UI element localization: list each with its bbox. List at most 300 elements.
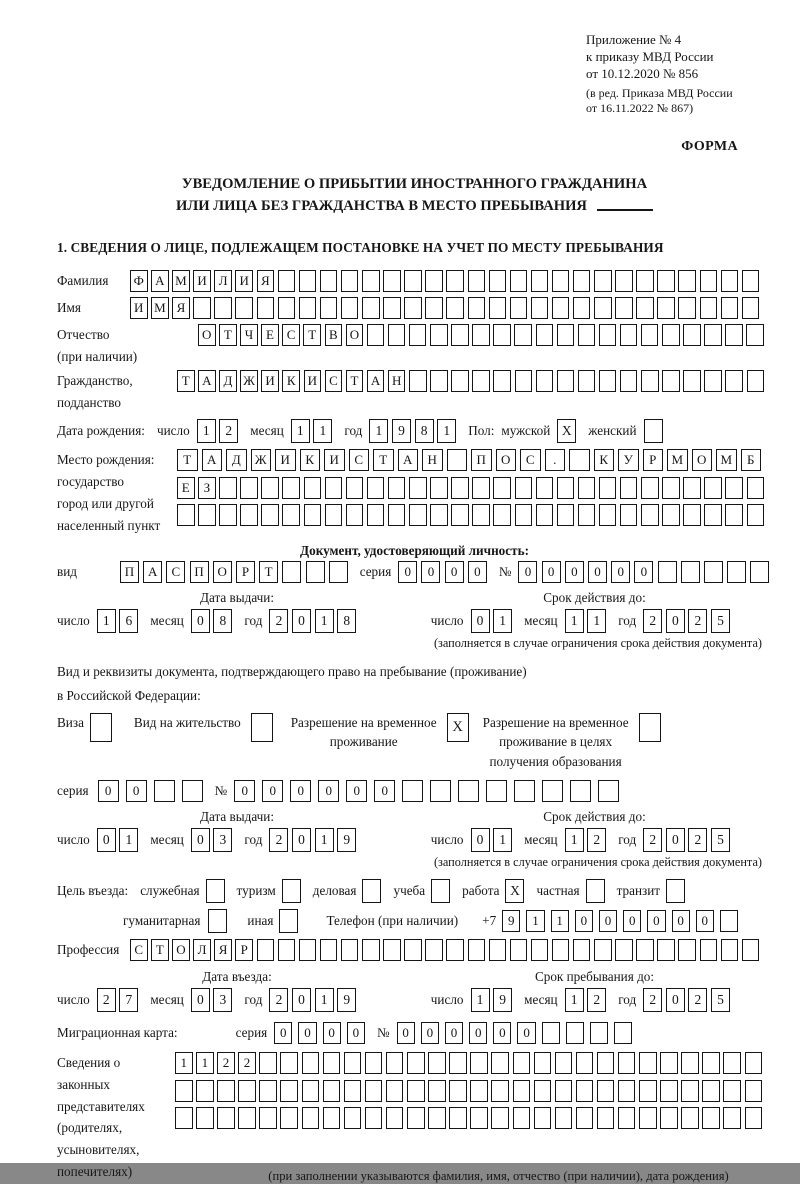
char-cell[interactable]: 5 xyxy=(711,828,730,852)
char-cell[interactable] xyxy=(704,561,723,583)
char-cell[interactable] xyxy=(278,939,296,961)
char-cell[interactable]: 8 xyxy=(415,419,434,443)
char-cell[interactable] xyxy=(407,1080,425,1102)
char-cell[interactable]: 0 xyxy=(666,828,685,852)
char-cell[interactable] xyxy=(725,504,743,526)
char-cell[interactable] xyxy=(513,1052,531,1074)
char-cell[interactable] xyxy=(214,297,232,319)
char-cell[interactable] xyxy=(615,297,633,319)
char-cell[interactable] xyxy=(428,1107,446,1129)
char-cell[interactable]: 0 xyxy=(542,561,561,583)
char-cell[interactable]: 0 xyxy=(634,561,653,583)
char-cell[interactable] xyxy=(681,561,700,583)
char-cell[interactable] xyxy=(446,270,464,292)
char-cell[interactable]: 9 xyxy=(392,419,411,443)
char-cell[interactable]: 0 xyxy=(421,1022,439,1044)
char-cell[interactable] xyxy=(320,297,338,319)
char-cell[interactable] xyxy=(599,370,617,392)
char-cell[interactable] xyxy=(542,1022,560,1044)
char-cell[interactable]: А xyxy=(202,449,223,471)
char-cell[interactable] xyxy=(620,477,638,499)
char-cell[interactable]: 0 xyxy=(290,780,311,802)
char-cell[interactable] xyxy=(388,324,406,346)
char-cell[interactable]: 0 xyxy=(445,1022,463,1044)
char-cell[interactable]: Л xyxy=(193,939,211,961)
char-cell[interactable]: 2 xyxy=(217,1052,235,1074)
char-cell[interactable] xyxy=(468,270,486,292)
char-cell[interactable]: 0 xyxy=(397,1022,415,1044)
char-cell[interactable] xyxy=(578,370,596,392)
char-cell[interactable] xyxy=(702,1107,720,1129)
char-cell[interactable] xyxy=(470,1107,488,1129)
char-cell[interactable] xyxy=(702,1052,720,1074)
char-cell[interactable] xyxy=(599,477,617,499)
char-cell[interactable] xyxy=(700,939,718,961)
char-cell[interactable]: 1 xyxy=(369,419,388,443)
char-cell[interactable] xyxy=(299,939,317,961)
char-cell[interactable]: И xyxy=(261,370,279,392)
char-cell[interactable] xyxy=(657,270,675,292)
char-cell[interactable] xyxy=(430,324,448,346)
char-cell[interactable]: X xyxy=(447,713,469,742)
char-cell[interactable] xyxy=(557,477,575,499)
char-cell[interactable] xyxy=(302,1107,320,1129)
char-cell[interactable]: А xyxy=(143,561,162,583)
char-cell[interactable]: 0 xyxy=(292,609,311,633)
char-cell[interactable] xyxy=(534,1107,552,1129)
char-cell[interactable] xyxy=(409,477,427,499)
char-cell[interactable] xyxy=(552,297,570,319)
char-cell[interactable]: 1 xyxy=(587,609,606,633)
char-cell[interactable]: Б xyxy=(741,449,762,471)
char-cell[interactable] xyxy=(557,504,575,526)
char-cell[interactable] xyxy=(594,939,612,961)
char-cell[interactable] xyxy=(576,1080,594,1102)
char-cell[interactable] xyxy=(90,713,112,742)
char-cell[interactable]: И xyxy=(275,449,296,471)
char-cell[interactable]: 0 xyxy=(323,1022,341,1044)
char-cell[interactable] xyxy=(666,879,685,903)
char-cell[interactable] xyxy=(555,1052,573,1074)
char-cell[interactable] xyxy=(238,1107,256,1129)
char-cell[interactable]: 2 xyxy=(643,828,662,852)
char-cell[interactable] xyxy=(745,1080,763,1102)
char-cell[interactable] xyxy=(431,879,450,903)
char-cell[interactable] xyxy=(402,780,423,802)
char-cell[interactable]: И xyxy=(130,297,148,319)
char-cell[interactable]: 1 xyxy=(197,419,216,443)
char-cell[interactable] xyxy=(678,270,696,292)
char-cell[interactable] xyxy=(536,477,554,499)
char-cell[interactable] xyxy=(341,270,359,292)
char-cell[interactable] xyxy=(573,297,591,319)
char-cell[interactable] xyxy=(681,1052,699,1074)
char-cell[interactable]: 1 xyxy=(493,828,512,852)
char-cell[interactable]: 2 xyxy=(587,988,606,1012)
char-cell[interactable] xyxy=(491,1080,509,1102)
char-cell[interactable] xyxy=(362,270,380,292)
char-cell[interactable]: 9 xyxy=(337,988,356,1012)
char-cell[interactable] xyxy=(304,504,322,526)
char-cell[interactable]: 2 xyxy=(269,609,288,633)
char-cell[interactable] xyxy=(662,324,680,346)
char-cell[interactable] xyxy=(531,939,549,961)
char-cell[interactable]: 1 xyxy=(526,910,544,932)
char-cell[interactable]: 0 xyxy=(374,780,395,802)
char-cell[interactable] xyxy=(704,370,722,392)
char-cell[interactable] xyxy=(742,297,760,319)
char-cell[interactable]: 1 xyxy=(97,609,116,633)
char-cell[interactable] xyxy=(251,713,273,742)
char-cell[interactable] xyxy=(177,504,195,526)
char-cell[interactable]: 1 xyxy=(196,1052,214,1074)
char-cell[interactable] xyxy=(344,1107,362,1129)
char-cell[interactable] xyxy=(344,1052,362,1074)
char-cell[interactable] xyxy=(458,780,479,802)
char-cell[interactable] xyxy=(493,504,511,526)
char-cell[interactable]: 0 xyxy=(262,780,283,802)
char-cell[interactable] xyxy=(198,504,216,526)
char-cell[interactable]: 1 xyxy=(119,828,138,852)
char-cell[interactable] xyxy=(447,449,468,471)
char-cell[interactable] xyxy=(597,1080,615,1102)
char-cell[interactable]: 0 xyxy=(191,988,210,1012)
char-cell[interactable]: 2 xyxy=(688,828,707,852)
char-cell[interactable] xyxy=(681,1107,699,1129)
purpose-transit-checkbox[interactable] xyxy=(666,879,685,903)
char-cell[interactable]: Т xyxy=(177,370,195,392)
char-cell[interactable]: О xyxy=(346,324,364,346)
char-cell[interactable]: И xyxy=(193,270,211,292)
char-cell[interactable] xyxy=(193,297,211,319)
char-cell[interactable] xyxy=(472,477,490,499)
char-cell[interactable] xyxy=(238,1080,256,1102)
char-cell[interactable]: 0 xyxy=(599,910,617,932)
char-cell[interactable]: Ч xyxy=(240,324,258,346)
char-cell[interactable] xyxy=(196,1080,214,1102)
char-cell[interactable]: А xyxy=(151,270,169,292)
purpose-commercial-checkbox[interactable] xyxy=(362,879,381,903)
char-cell[interactable] xyxy=(489,297,507,319)
char-cell[interactable]: О xyxy=(496,449,517,471)
char-cell[interactable]: Е xyxy=(177,477,195,499)
char-cell[interactable] xyxy=(515,504,533,526)
char-cell[interactable] xyxy=(620,504,638,526)
char-cell[interactable]: 0 xyxy=(421,561,440,583)
char-cell[interactable]: 0 xyxy=(696,910,714,932)
char-cell[interactable]: 9 xyxy=(502,910,520,932)
char-cell[interactable] xyxy=(641,370,659,392)
char-cell[interactable]: Т xyxy=(259,561,278,583)
char-cell[interactable] xyxy=(404,297,422,319)
char-cell[interactable] xyxy=(639,713,661,742)
char-cell[interactable]: 0 xyxy=(346,780,367,802)
char-cell[interactable]: 6 xyxy=(119,609,138,633)
char-cell[interactable] xyxy=(196,1107,214,1129)
char-cell[interactable]: М xyxy=(716,449,737,471)
char-cell[interactable]: И xyxy=(324,449,345,471)
char-cell[interactable] xyxy=(704,477,722,499)
char-cell[interactable] xyxy=(323,1107,341,1129)
char-cell[interactable]: 0 xyxy=(647,910,665,932)
char-cell[interactable] xyxy=(615,270,633,292)
char-cell[interactable]: 2 xyxy=(688,609,707,633)
char-cell[interactable]: 0 xyxy=(493,1022,511,1044)
char-cell[interactable] xyxy=(542,780,563,802)
char-cell[interactable]: 0 xyxy=(471,828,490,852)
char-cell[interactable] xyxy=(513,1107,531,1129)
char-cell[interactable] xyxy=(552,939,570,961)
char-cell[interactable]: 0 xyxy=(292,828,311,852)
char-cell[interactable] xyxy=(409,504,427,526)
char-cell[interactable] xyxy=(683,504,701,526)
char-cell[interactable]: 3 xyxy=(213,988,232,1012)
char-cell[interactable] xyxy=(386,1080,404,1102)
char-cell[interactable] xyxy=(206,879,225,903)
char-cell[interactable] xyxy=(302,1052,320,1074)
char-cell[interactable] xyxy=(555,1107,573,1129)
char-cell[interactable] xyxy=(388,477,406,499)
char-cell[interactable]: 8 xyxy=(213,609,232,633)
char-cell[interactable] xyxy=(639,1107,657,1129)
char-cell[interactable] xyxy=(257,297,275,319)
char-cell[interactable]: 0 xyxy=(126,780,147,802)
char-cell[interactable] xyxy=(657,297,675,319)
char-cell[interactable] xyxy=(449,1107,467,1129)
char-cell[interactable]: Ж xyxy=(251,449,272,471)
char-cell[interactable] xyxy=(493,477,511,499)
char-cell[interactable] xyxy=(721,939,739,961)
char-cell[interactable] xyxy=(555,1080,573,1102)
char-cell[interactable]: О xyxy=(172,939,190,961)
char-cell[interactable] xyxy=(362,939,380,961)
char-cell[interactable]: С xyxy=(166,561,185,583)
char-cell[interactable] xyxy=(280,1052,298,1074)
char-cell[interactable] xyxy=(618,1052,636,1074)
char-cell[interactable] xyxy=(721,270,739,292)
sex-female-checkbox[interactable] xyxy=(644,419,663,443)
char-cell[interactable] xyxy=(578,477,596,499)
char-cell[interactable] xyxy=(446,939,464,961)
char-cell[interactable] xyxy=(531,270,549,292)
char-cell[interactable] xyxy=(536,370,554,392)
visa-checkbox[interactable] xyxy=(90,713,112,742)
char-cell[interactable] xyxy=(235,297,253,319)
char-cell[interactable] xyxy=(597,1107,615,1129)
char-cell[interactable] xyxy=(590,1022,608,1044)
char-cell[interactable]: 2 xyxy=(587,828,606,852)
char-cell[interactable] xyxy=(325,477,343,499)
char-cell[interactable] xyxy=(700,297,718,319)
char-cell[interactable] xyxy=(566,1022,584,1044)
char-cell[interactable]: X xyxy=(505,879,524,903)
char-cell[interactable] xyxy=(620,324,638,346)
char-cell[interactable] xyxy=(362,297,380,319)
char-cell[interactable] xyxy=(367,324,385,346)
char-cell[interactable] xyxy=(278,270,296,292)
char-cell[interactable] xyxy=(430,780,451,802)
char-cell[interactable] xyxy=(510,297,528,319)
char-cell[interactable]: 0 xyxy=(575,910,593,932)
char-cell[interactable] xyxy=(641,504,659,526)
char-cell[interactable]: И xyxy=(304,370,322,392)
char-cell[interactable]: З xyxy=(198,477,216,499)
char-cell[interactable] xyxy=(594,270,612,292)
char-cell[interactable] xyxy=(182,780,203,802)
char-cell[interactable] xyxy=(470,1052,488,1074)
char-cell[interactable]: А xyxy=(398,449,419,471)
temp-residence-edu-checkbox[interactable] xyxy=(639,713,661,742)
char-cell[interactable] xyxy=(727,561,746,583)
purpose-tourism-checkbox[interactable] xyxy=(282,879,301,903)
char-cell[interactable]: 0 xyxy=(318,780,339,802)
char-cell[interactable] xyxy=(725,370,743,392)
char-cell[interactable] xyxy=(425,270,443,292)
char-cell[interactable] xyxy=(534,1052,552,1074)
char-cell[interactable] xyxy=(449,1052,467,1074)
char-cell[interactable] xyxy=(618,1107,636,1129)
char-cell[interactable] xyxy=(534,1080,552,1102)
char-cell[interactable]: Ф xyxy=(130,270,148,292)
char-cell[interactable]: 0 xyxy=(468,561,487,583)
char-cell[interactable]: С xyxy=(520,449,541,471)
char-cell[interactable]: О xyxy=(692,449,713,471)
char-cell[interactable] xyxy=(536,324,554,346)
char-cell[interactable]: П xyxy=(471,449,492,471)
char-cell[interactable] xyxy=(678,297,696,319)
char-cell[interactable] xyxy=(280,1107,298,1129)
char-cell[interactable] xyxy=(320,939,338,961)
char-cell[interactable] xyxy=(636,297,654,319)
char-cell[interactable] xyxy=(407,1107,425,1129)
char-cell[interactable] xyxy=(323,1052,341,1074)
char-cell[interactable] xyxy=(386,1052,404,1074)
char-cell[interactable] xyxy=(388,504,406,526)
char-cell[interactable] xyxy=(386,1107,404,1129)
char-cell[interactable]: 0 xyxy=(347,1022,365,1044)
char-cell[interactable] xyxy=(259,1052,277,1074)
char-cell[interactable]: Ж xyxy=(240,370,258,392)
char-cell[interactable] xyxy=(598,780,619,802)
char-cell[interactable] xyxy=(259,1080,277,1102)
char-cell[interactable] xyxy=(175,1107,193,1129)
char-cell[interactable]: 0 xyxy=(191,828,210,852)
char-cell[interactable]: X xyxy=(557,419,576,443)
char-cell[interactable] xyxy=(750,561,769,583)
char-cell[interactable] xyxy=(367,477,385,499)
char-cell[interactable] xyxy=(282,504,300,526)
char-cell[interactable] xyxy=(683,370,701,392)
char-cell[interactable]: 2 xyxy=(269,828,288,852)
char-cell[interactable] xyxy=(660,1107,678,1129)
char-cell[interactable] xyxy=(658,561,677,583)
char-cell[interactable]: 0 xyxy=(611,561,630,583)
char-cell[interactable] xyxy=(720,910,738,932)
char-cell[interactable] xyxy=(704,324,722,346)
char-cell[interactable]: 0 xyxy=(666,988,685,1012)
char-cell[interactable] xyxy=(383,297,401,319)
char-cell[interactable] xyxy=(636,939,654,961)
char-cell[interactable]: 0 xyxy=(274,1022,292,1044)
char-cell[interactable]: 1 xyxy=(437,419,456,443)
char-cell[interactable] xyxy=(383,939,401,961)
char-cell[interactable] xyxy=(747,504,765,526)
purpose-other-checkbox[interactable] xyxy=(279,909,298,933)
char-cell[interactable]: Т xyxy=(177,449,198,471)
char-cell[interactable] xyxy=(578,504,596,526)
char-cell[interactable]: 1 xyxy=(565,609,584,633)
char-cell[interactable] xyxy=(702,1080,720,1102)
char-cell[interactable] xyxy=(219,477,237,499)
char-cell[interactable] xyxy=(725,324,743,346)
char-cell[interactable] xyxy=(451,504,469,526)
char-cell[interactable] xyxy=(430,477,448,499)
char-cell[interactable]: 2 xyxy=(97,988,116,1012)
char-cell[interactable] xyxy=(573,270,591,292)
char-cell[interactable] xyxy=(240,477,258,499)
char-cell[interactable]: 1 xyxy=(471,988,490,1012)
char-cell[interactable] xyxy=(208,909,227,933)
char-cell[interactable]: Я xyxy=(172,297,190,319)
char-cell[interactable] xyxy=(745,1107,763,1129)
char-cell[interactable] xyxy=(725,477,743,499)
purpose-study-checkbox[interactable] xyxy=(431,879,450,903)
char-cell[interactable]: 9 xyxy=(493,988,512,1012)
char-cell[interactable] xyxy=(510,270,528,292)
char-cell[interactable]: Я xyxy=(214,939,232,961)
char-cell[interactable] xyxy=(404,939,422,961)
char-cell[interactable] xyxy=(325,504,343,526)
char-cell[interactable]: С xyxy=(325,370,343,392)
char-cell[interactable] xyxy=(154,780,175,802)
char-cell[interactable] xyxy=(425,297,443,319)
char-cell[interactable]: П xyxy=(120,561,139,583)
char-cell[interactable] xyxy=(409,324,427,346)
char-cell[interactable] xyxy=(678,939,696,961)
char-cell[interactable] xyxy=(344,1080,362,1102)
char-cell[interactable]: Т xyxy=(151,939,169,961)
char-cell[interactable]: С xyxy=(282,324,300,346)
char-cell[interactable] xyxy=(306,561,325,583)
char-cell[interactable]: 0 xyxy=(97,828,116,852)
char-cell[interactable] xyxy=(468,939,486,961)
char-cell[interactable]: Р xyxy=(235,939,253,961)
char-cell[interactable] xyxy=(489,270,507,292)
char-cell[interactable] xyxy=(618,1080,636,1102)
char-cell[interactable]: 0 xyxy=(517,1022,535,1044)
char-cell[interactable] xyxy=(557,324,575,346)
char-cell[interactable]: 1 xyxy=(565,828,584,852)
char-cell[interactable] xyxy=(746,324,764,346)
char-cell[interactable]: Р xyxy=(643,449,664,471)
char-cell[interactable]: И xyxy=(235,270,253,292)
char-cell[interactable] xyxy=(639,1052,657,1074)
char-cell[interactable] xyxy=(282,879,301,903)
char-cell[interactable] xyxy=(346,504,364,526)
char-cell[interactable]: 0 xyxy=(672,910,690,932)
char-cell[interactable]: Я xyxy=(257,270,275,292)
char-cell[interactable] xyxy=(341,297,359,319)
char-cell[interactable] xyxy=(299,297,317,319)
char-cell[interactable] xyxy=(346,477,364,499)
char-cell[interactable] xyxy=(641,477,659,499)
char-cell[interactable]: К xyxy=(300,449,321,471)
purpose-humanitarian-checkbox[interactable] xyxy=(208,909,227,933)
char-cell[interactable] xyxy=(644,419,663,443)
char-cell[interactable]: 1 xyxy=(175,1052,193,1074)
char-cell[interactable]: Т xyxy=(303,324,321,346)
char-cell[interactable] xyxy=(493,370,511,392)
